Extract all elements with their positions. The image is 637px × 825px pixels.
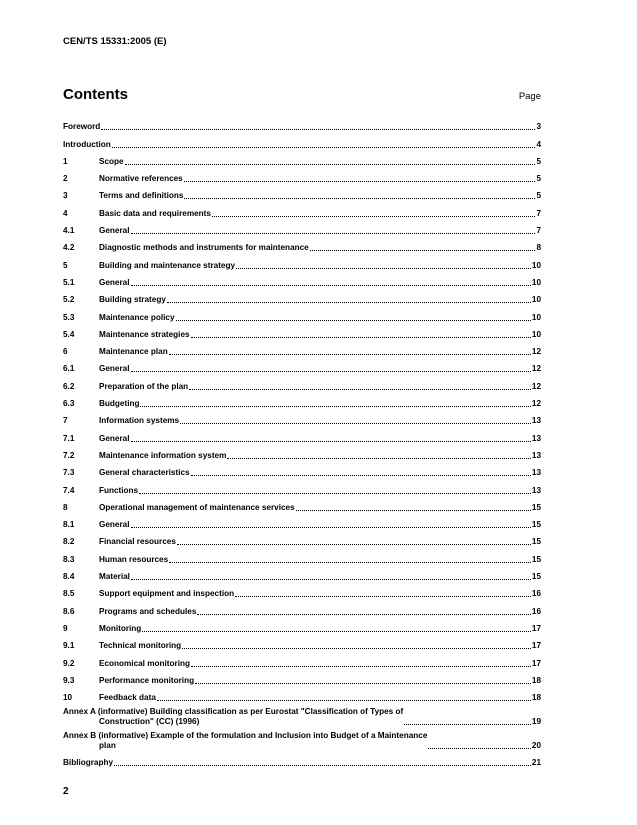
toc-entry[interactable] bbox=[63, 513, 541, 530]
toc-entry-page: 5 bbox=[536, 191, 541, 201]
leader-dots bbox=[131, 285, 531, 286]
toc-entry[interactable] bbox=[63, 236, 541, 253]
leader-dots bbox=[114, 765, 531, 766]
toc-entry-title: Information systems bbox=[99, 416, 180, 426]
toc-annex-a[interactable] bbox=[63, 707, 541, 727]
leader-dots bbox=[169, 354, 531, 355]
toc-entry-number: 5 bbox=[63, 260, 68, 270]
toc-entry-number: 7.1 bbox=[63, 433, 75, 443]
toc-entry-page: 12 bbox=[531, 399, 541, 409]
toc-entry-title: Introduction bbox=[63, 139, 111, 149]
toc-entry-number: 5.1 bbox=[63, 277, 75, 287]
toc-entry-title: Performance monitoring bbox=[99, 675, 195, 685]
toc-entry-number: 4.2 bbox=[63, 243, 75, 253]
leader-dots bbox=[296, 510, 531, 511]
toc-entry-page: 15 bbox=[531, 554, 541, 564]
toc-entry[interactable] bbox=[63, 271, 541, 288]
toc-entry-title: Diagnostic methods and instruments for maintenance bbox=[99, 243, 309, 253]
toc-entry-title: Feedback data bbox=[99, 693, 156, 703]
leader-dots bbox=[131, 441, 531, 442]
toc-entry-number: 6.1 bbox=[63, 364, 75, 374]
toc-entry[interactable] bbox=[63, 444, 541, 461]
toc-entry[interactable] bbox=[63, 132, 541, 149]
toc-entry[interactable] bbox=[63, 340, 541, 357]
toc-entry-number: 5.4 bbox=[63, 329, 75, 339]
toc-entry-page: 13 bbox=[531, 450, 541, 460]
toc-entry-page: 10 bbox=[531, 312, 541, 322]
toc-entry-page: 10 bbox=[531, 295, 541, 305]
toc-entry-title: General characteristics bbox=[99, 468, 190, 478]
toc-entry-number: 8 bbox=[63, 502, 68, 512]
toc-annex-b[interactable] bbox=[63, 731, 541, 751]
toc-entry-page: 17 bbox=[531, 658, 541, 668]
toc-entry-title: Building and maintenance strategy bbox=[99, 260, 236, 270]
leader-dots bbox=[235, 596, 531, 597]
toc-bibliography[interactable] bbox=[63, 751, 541, 768]
leader-dots bbox=[131, 579, 531, 580]
toc-entry[interactable] bbox=[63, 582, 541, 599]
page-number: 2 bbox=[63, 786, 69, 797]
toc-entry-number: 7.3 bbox=[63, 468, 75, 478]
toc-entry-page: 12 bbox=[531, 347, 541, 357]
leader-dots bbox=[142, 631, 531, 632]
leader-dots bbox=[197, 614, 531, 615]
toc-entry-page: 13 bbox=[531, 433, 541, 443]
toc-entry-number: 8.1 bbox=[63, 520, 75, 530]
leader-dots bbox=[131, 233, 536, 234]
toc-entry-number: 5.3 bbox=[63, 312, 75, 322]
toc-entry-number: 10 bbox=[63, 693, 73, 703]
table-of-contents bbox=[63, 115, 541, 768]
leader-dots bbox=[212, 216, 536, 217]
leader-dots bbox=[139, 493, 531, 494]
toc-entry[interactable] bbox=[63, 409, 541, 426]
toc-entry-page: 15 bbox=[531, 537, 541, 547]
toc-entry-title: Terms and definitions bbox=[99, 191, 184, 201]
toc-entry-title: Normative references bbox=[99, 174, 183, 184]
toc-entry[interactable] bbox=[63, 530, 541, 547]
leader-dots bbox=[404, 724, 531, 725]
leader-dots bbox=[227, 458, 531, 459]
toc-entry-title: Programs and schedules bbox=[99, 606, 197, 616]
toc-entry-number: 3 bbox=[63, 191, 68, 201]
toc-entry-number: 7 bbox=[63, 416, 68, 426]
toc-entry-page: 17 bbox=[531, 641, 541, 651]
leader-dots bbox=[184, 181, 536, 182]
leader-dots bbox=[184, 198, 535, 199]
toc-entry[interactable] bbox=[63, 357, 541, 374]
toc-entry-title: Basic data and requirements bbox=[99, 208, 211, 218]
toc-entry-title: Maintenance information system bbox=[99, 450, 227, 460]
leader-dots bbox=[191, 475, 531, 476]
toc-entry-page: 12 bbox=[531, 364, 541, 374]
toc-entry-number: 1 bbox=[63, 156, 68, 166]
toc-entry-title: Maintenance policy bbox=[99, 312, 175, 322]
leader-dots bbox=[125, 164, 536, 165]
leader-dots bbox=[167, 302, 531, 303]
leader-dots bbox=[177, 544, 531, 545]
toc-entry-title: Scope bbox=[99, 156, 124, 166]
toc-entry-title: Financial resources bbox=[99, 537, 176, 547]
toc-entry-number: 8.4 bbox=[63, 572, 75, 582]
toc-entry-title: Operational management of maintenance services bbox=[99, 502, 295, 512]
toc-entry-page: 7 bbox=[536, 208, 541, 218]
leader-dots bbox=[131, 371, 531, 372]
leader-dots bbox=[428, 748, 531, 749]
toc-entry-title: General bbox=[99, 520, 130, 530]
toc-entry-title: Technical monitoring bbox=[99, 641, 182, 651]
toc-entry-page: 16 bbox=[531, 606, 541, 616]
leader-dots bbox=[140, 406, 530, 407]
toc-entry-title: Bibliography bbox=[63, 758, 114, 768]
toc-entry-number: 8.6 bbox=[63, 606, 75, 616]
toc-entry[interactable] bbox=[63, 565, 541, 582]
toc-entry-title: General bbox=[99, 433, 130, 443]
toc-entry-page: 18 bbox=[531, 675, 541, 685]
toc-entry-title: Monitoring bbox=[99, 623, 142, 633]
leader-dots bbox=[310, 250, 536, 251]
toc-entry-page: 12 bbox=[531, 381, 541, 391]
toc-entry[interactable] bbox=[63, 634, 541, 651]
toc-entry-number: 5.2 bbox=[63, 295, 75, 305]
leader-dots bbox=[191, 666, 531, 667]
toc-entry-page: 19 bbox=[531, 717, 541, 727]
toc-entry-number: 9.3 bbox=[63, 675, 75, 685]
toc-entry[interactable] bbox=[63, 426, 541, 443]
leader-dots bbox=[112, 147, 536, 148]
toc-entry-page: 8 bbox=[536, 243, 541, 253]
toc-entry-page: 15 bbox=[531, 502, 541, 512]
leader-dots bbox=[169, 562, 531, 563]
toc-entry-number: 7.2 bbox=[63, 450, 75, 460]
toc-entry[interactable] bbox=[63, 461, 541, 478]
toc-entry-page: 5 bbox=[536, 174, 541, 184]
toc-entry-page: 17 bbox=[531, 623, 541, 633]
toc-entry-title: Foreword bbox=[63, 122, 101, 132]
toc-entry-page: 13 bbox=[531, 416, 541, 426]
toc-entry-page: 18 bbox=[531, 693, 541, 703]
toc-entry[interactable] bbox=[63, 167, 541, 184]
toc-entry[interactable] bbox=[63, 599, 541, 616]
toc-entry-number: 6 bbox=[63, 347, 68, 357]
toc-entry[interactable] bbox=[63, 478, 541, 495]
toc-entry[interactable] bbox=[63, 669, 541, 686]
toc-entry-page: 13 bbox=[531, 485, 541, 495]
leader-dots bbox=[182, 648, 531, 649]
leader-dots bbox=[180, 423, 531, 424]
toc-entry-number: 9.1 bbox=[63, 641, 75, 651]
toc-entry[interactable] bbox=[63, 305, 541, 322]
toc-entry-page: 7 bbox=[536, 226, 541, 236]
toc-entry-title: Construction" (CC) (1996) bbox=[99, 717, 200, 727]
leader-dots bbox=[236, 268, 531, 269]
leader-dots bbox=[191, 337, 531, 338]
toc-entry-title: Material bbox=[99, 572, 130, 582]
toc-entry-number: 4 bbox=[63, 208, 68, 218]
toc-entry[interactable] bbox=[63, 288, 541, 305]
toc-entry-page: 20 bbox=[531, 741, 541, 751]
toc-entry-number: 2 bbox=[63, 174, 68, 184]
toc-entry[interactable] bbox=[63, 374, 541, 391]
page-column-label: Page bbox=[518, 91, 541, 102]
toc-entry-number: 9 bbox=[63, 623, 68, 633]
toc-entry[interactable] bbox=[63, 686, 541, 703]
leader-dots bbox=[131, 527, 531, 528]
toc-entry[interactable] bbox=[63, 496, 541, 513]
toc-entry-title: Building strategy bbox=[99, 295, 166, 305]
toc-entry[interactable] bbox=[63, 547, 541, 564]
toc-entry-number: 8.2 bbox=[63, 537, 75, 547]
toc-entry[interactable] bbox=[63, 219, 541, 236]
toc-entry-title: Annex A (informative) Building classification as per Eurostat "Classification of Types of bbox=[63, 707, 404, 717]
toc-entry-page: 13 bbox=[531, 468, 541, 478]
toc-entry-title: Annex B (informative) Example of the formulation and Inclusion into Budget of a Maintenance bbox=[63, 731, 428, 741]
leader-dots bbox=[195, 683, 531, 684]
toc-entry-page: 10 bbox=[531, 329, 541, 339]
toc-entry-title: Human resources bbox=[99, 554, 169, 564]
toc-entry-number: 7.4 bbox=[63, 485, 75, 495]
toc-entry-title: Budgeting bbox=[99, 399, 140, 409]
toc-entry-number: 6.2 bbox=[63, 381, 75, 391]
leader-dots bbox=[189, 389, 531, 390]
toc-entry-number: 8.3 bbox=[63, 554, 75, 564]
toc-entry-page: 10 bbox=[531, 260, 541, 270]
contents-title: Contents bbox=[63, 86, 128, 103]
toc-entry[interactable] bbox=[63, 150, 541, 167]
toc-entry[interactable] bbox=[63, 617, 541, 634]
toc-entry-title: Economical monitoring bbox=[99, 658, 190, 668]
toc-entry-title: Functions bbox=[99, 485, 139, 495]
toc-entry[interactable] bbox=[63, 115, 541, 132]
toc-entry-page: 5 bbox=[536, 156, 541, 166]
toc-entry-title: Preparation of the plan bbox=[99, 381, 189, 391]
leader-dots bbox=[101, 129, 535, 130]
toc-entry-title: General bbox=[99, 277, 130, 287]
toc-entry-number: 8.5 bbox=[63, 589, 75, 599]
toc-entry-title: Maintenance strategies bbox=[99, 329, 190, 339]
toc-entry-page: 16 bbox=[531, 589, 541, 599]
toc-entry-page: 10 bbox=[531, 277, 541, 287]
toc-entry-number: 6.3 bbox=[63, 399, 75, 409]
toc-entry[interactable] bbox=[63, 323, 541, 340]
toc-entry-title: plan bbox=[99, 741, 116, 751]
toc-entry-page: 3 bbox=[536, 122, 541, 132]
toc-entry-page: 15 bbox=[531, 520, 541, 530]
toc-entry[interactable] bbox=[63, 201, 541, 218]
toc-entry[interactable] bbox=[63, 253, 541, 270]
toc-entry[interactable] bbox=[63, 651, 541, 668]
toc-entry-page: 15 bbox=[531, 572, 541, 582]
toc-entry-number: 9.2 bbox=[63, 658, 75, 668]
toc-entry-title: Support equipment and inspection bbox=[99, 589, 235, 599]
document-header: CEN/TS 15331:2005 (E) bbox=[63, 36, 167, 47]
toc-entry-number: 4.1 bbox=[63, 226, 75, 236]
toc-entry-title: General bbox=[99, 364, 130, 374]
toc-entry[interactable] bbox=[63, 392, 541, 409]
toc-entry-page: 21 bbox=[531, 758, 541, 768]
leader-dots bbox=[157, 700, 531, 701]
toc-entry-page: 4 bbox=[536, 139, 541, 149]
toc-entry[interactable] bbox=[63, 184, 541, 201]
toc-entry-title: Maintenance plan bbox=[99, 347, 168, 357]
toc-entry-title: General bbox=[99, 226, 130, 236]
leader-dots bbox=[176, 320, 531, 321]
